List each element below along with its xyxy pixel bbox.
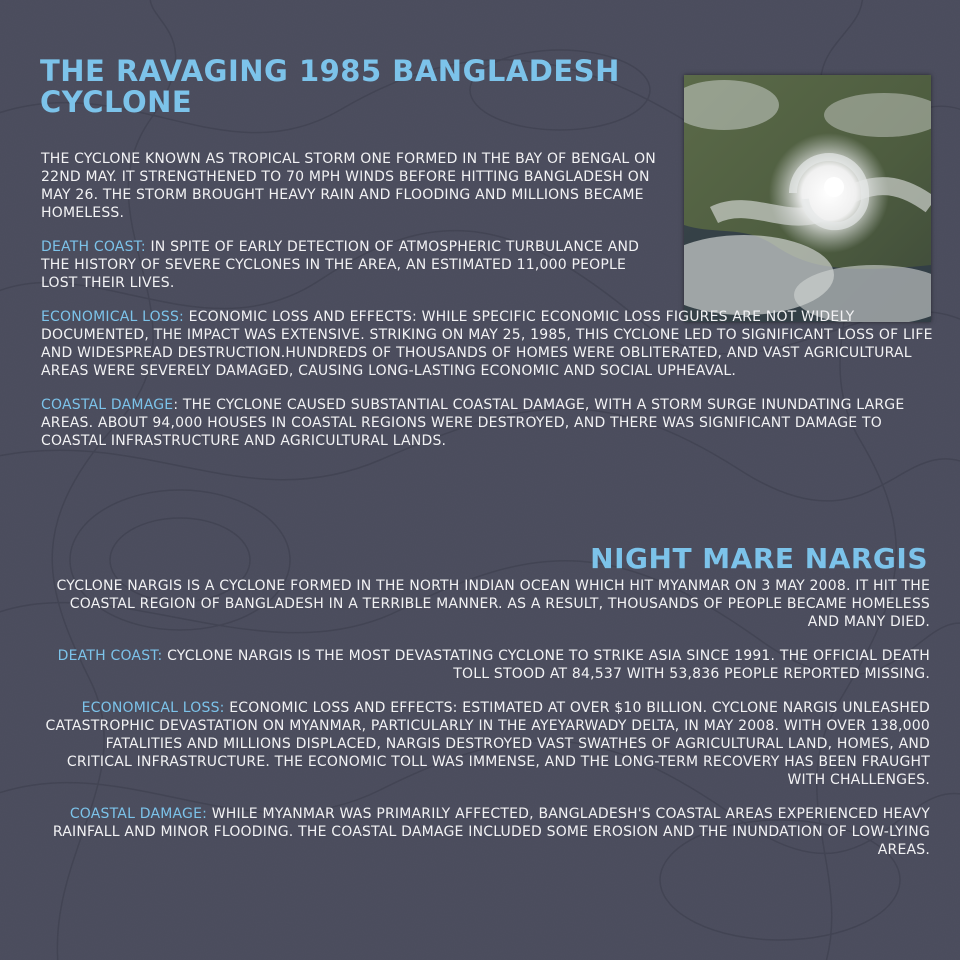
economical-loss-paragraph [41,308,936,380]
death-coast-paragraph [41,238,661,292]
nargis-coastal-damage-text: WHILE MYANMAR WAS PRIMARILY AFFECTED, BANGLADESH'S COASTAL AREAS EXPERIENCED HEAVY RAINFALL AND MINOR FLOODING. THE COASTAL DAMAGE INCLUDED SOME EROSION AND THE INUNDATION OF LOW-LYING AREAS. [52,806,930,858]
economical-loss-text: ECONOMIC LOSS AND EFFECTS: WHILE SPECIFIC ECONOMIC LOSS FIGURES ARE NOT WIDELY DOCUMENTED, THE IMPACT WAS EXTENSIVE. STRIKING ON MAY 25, 1985, THIS CYCLONE LED TO SIGNIFICANT LOSS OF LIFE AND WIDESPREAD DESTRUCTION.HUNDREDS OF THOUSANDS OF HOMES WERE OBLITERATED, AND VAST AGRICULTURAL AREAS WERE SEVERELY DAMAGED, CAUSING LONG-LASTING ECONOMIC AND SOCIAL UPHEAVAL. [41,309,933,379]
death-coast-text: IN SPITE OF EARLY DETECTION OF ATMOSPHERIC TURBULANCE AND THE HISTORY OF SEVERE CYCLONES IN THE AREA, AN ESTIMATED 11,000 PEOPLE LOST THEIR LIVES. [41,239,640,291]
coastal-damage-text: : THE CYCLONE CAUSED SUBSTANTIAL COASTAL DAMAGE, WITH A STORM SURGE INUNDATING LARGE AREAS. ABOUT 94,000 HOUSES IN COASTAL REGIONS WERE DESTROYED, AND THERE WAS SIGNIFICANT DAMAGE TO COASTAL INFRASTRUCTURE AND AGRICULTURAL LANDS. [41,397,905,449]
coastal-damage-label: COASTAL DAMAGE [41,397,174,413]
nargis-economical-loss-label: ECONOMICAL LOSS: [81,700,225,716]
nargis-coastal-damage-label: COASTAL DAMAGE: [69,806,208,822]
economical-loss-label: ECONOMICAL LOSS: [41,309,184,325]
page-title: THE RAVAGING 1985 BANGLADESH CYCLONE [40,54,620,119]
nargis-economical-loss-text: ECONOMIC LOSS AND EFFECTS: ESTIMATED AT OVER $10 BILLION. CYCLONE NARGIS UNLEASHED CATASTROPHIC DEVASTATION ON MYANMAR, PARTICULARLY IN THE AYEYARWADY DELTA, IN MAY 2008. WITH OVER 138,000 FATALITIES AND MILLIONS DISPLACED, NARGIS DESTROYED VAST SWATHES OF AGRICULTURAL LAND, HOMES, AND CRITICAL INFRASTRUCTURE. THE ECONOMIC TOLL WAS IMMENSE, AND THE LONG-TERM RECOVERY HAS BEEN FRAUGHT WITH CHALLENGES. [45,700,930,788]
nargis-coastal-damage-paragraph [40,805,930,859]
section-1985-cyclone [41,150,936,466]
nargis-death-coast-label: DEATH COAST: [57,648,163,664]
section-nargis [40,577,930,875]
nargis-economical-loss-paragraph [40,699,930,789]
death-coast-label: DEATH COAST: [41,239,146,255]
nargis-heading: NIGHT MARE NARGIS [590,542,928,575]
nargis-intro-paragraph: CYCLONE NARGIS IS A CYCLONE FORMED IN THE NORTH INDIAN OCEAN WHICH HIT MYANMAR ON 3 MAY 2008. IT HIT THE COASTAL REGION OF BANGLADESH IN A TERRIBLE MANNER. AS A RESULT, THOUSANDS OF PEOPLE BECAME HOMELESS AND MANY DIED. [56,578,930,630]
nargis-death-coast-text: CYCLONE NARGIS IS THE MOST DEVASTATING CYCLONE TO STRIKE ASIA SINCE 1991. THE OFFICIAL DEATH TOLL STOOD AT 84,537 WITH 53,836 PEOPLE REPORTED MISSING. [162,648,930,682]
coastal-damage-paragraph [41,396,936,450]
nargis-death-coast-paragraph [40,647,930,683]
intro-paragraph: THE CYCLONE KNOWN AS TROPICAL STORM ONE FORMED IN THE BAY OF BENGAL ON 22ND MAY. IT STRENGTHENED TO 70 MPH WINDS BEFORE HITTING BANGLADESH ON MAY 26. THE STORM BROUGHT HEAVY RAIN AND FLOODING AND MILLIONS BECAME HOMELESS. [41,151,656,221]
